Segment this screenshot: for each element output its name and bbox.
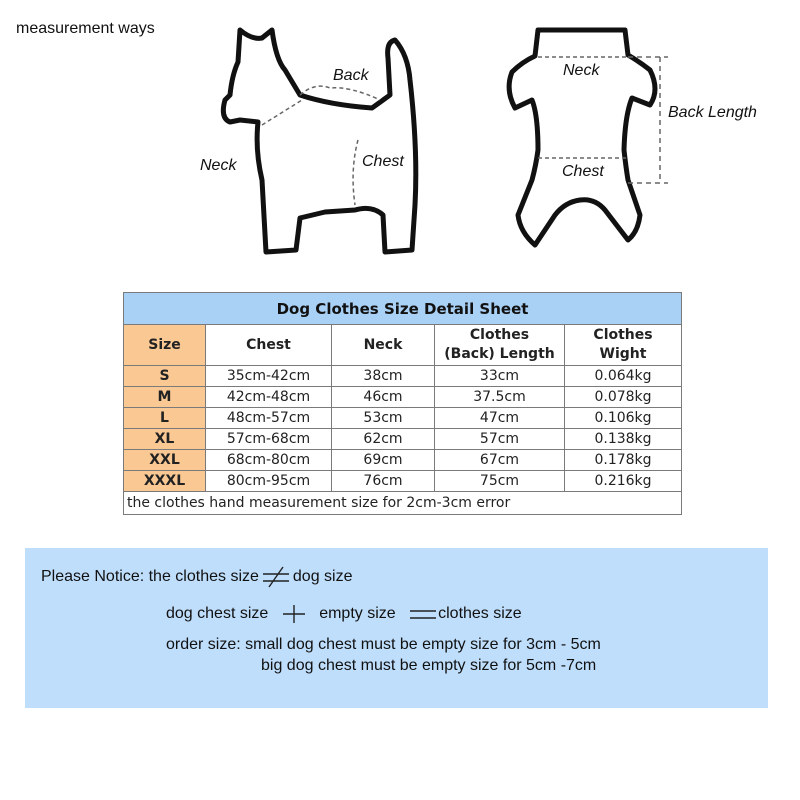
notice-line-1-start: Please Notice: the clothes size: [41, 568, 259, 586]
length-cell: 37.5cm: [435, 387, 565, 408]
length-cell: 57cm: [435, 429, 565, 450]
notice-line-1: [41, 566, 352, 588]
chest-cell: 48cm-57cm: [206, 408, 332, 429]
side-chest-label: Chest: [362, 153, 404, 170]
neck-cell: 69cm: [332, 450, 435, 471]
dog-side-illustration: [200, 30, 416, 252]
notice-line-1-end: dog size: [292, 568, 353, 586]
notice-line-2-end: clothes size: [438, 605, 522, 623]
chest-cell: 35cm-42cm: [206, 366, 332, 387]
notice-line-2-middle: empty size: [319, 605, 396, 623]
equals-icon: [408, 603, 438, 625]
length-cell: 67cm: [435, 450, 565, 471]
plus-icon: [279, 603, 309, 625]
table-row: [124, 408, 682, 429]
weight-cell: 0.106kg: [565, 408, 682, 429]
weight-cell: 0.216kg: [565, 471, 682, 492]
neck-cell: 76cm: [332, 471, 435, 492]
weight-cell: 0.078kg: [565, 387, 682, 408]
top-neck-label: Neck: [563, 62, 600, 79]
header-chest: Chest: [206, 325, 332, 366]
table-row: [124, 429, 682, 450]
neck-cell: 62cm: [332, 429, 435, 450]
neck-cell: 53cm: [332, 408, 435, 429]
header-length-line2: (Back) Length: [444, 346, 555, 362]
weight-cell: 0.178kg: [565, 450, 682, 471]
neck-cell: 38cm: [332, 366, 435, 387]
size-cell: S: [124, 366, 206, 387]
header-length-line1: Clothes: [469, 327, 530, 343]
not-equal-icon: [261, 566, 291, 588]
header-neck: Neck: [332, 325, 435, 366]
size-cell: XL: [124, 429, 206, 450]
header-length: [435, 325, 565, 366]
chest-cell: 42cm-48cm: [206, 387, 332, 408]
notice-line-3: order size: small dog chest must be empty size for 3cm - 5cm: [166, 636, 601, 653]
table-row: [124, 366, 682, 387]
neck-cell: 46cm: [332, 387, 435, 408]
length-cell: 33cm: [435, 366, 565, 387]
size-sheet: [123, 292, 682, 515]
page-heading: measurement ways: [16, 20, 155, 37]
notice-line-2: [166, 603, 522, 625]
side-neck-label: Neck: [200, 157, 237, 174]
table-row: [124, 387, 682, 408]
header-weight-line2: Wight: [599, 346, 647, 362]
side-back-label: Back: [333, 67, 369, 84]
header-size: Size: [124, 325, 206, 366]
size-cell: XXL: [124, 450, 206, 471]
length-cell: 47cm: [435, 408, 565, 429]
chest-cell: 57cm-68cm: [206, 429, 332, 450]
notice-box: [25, 548, 768, 708]
weight-cell: 0.064kg: [565, 366, 682, 387]
header-weight-line1: Clothes: [593, 327, 653, 343]
measurement-diagram: [0, 0, 800, 270]
header-weight: [565, 325, 682, 366]
notice-line-4: big dog chest must be empty size for 5cm -7cm: [261, 657, 597, 674]
size-cell: L: [124, 408, 206, 429]
chest-cell: 68cm-80cm: [206, 450, 332, 471]
dog-top-illustration: [509, 30, 757, 245]
table-row: [124, 471, 682, 492]
size-cell: XXXL: [124, 471, 206, 492]
notice-line-2-start: dog chest size: [166, 605, 269, 623]
size-cell: M: [124, 387, 206, 408]
length-cell: 75cm: [435, 471, 565, 492]
table-row: [124, 450, 682, 471]
weight-cell: 0.138kg: [565, 429, 682, 450]
chest-cell: 80cm-95cm: [206, 471, 332, 492]
top-chest-label: Chest: [562, 163, 604, 180]
back-length-label: Back Length: [668, 104, 757, 121]
sheet-title: Dog Clothes Size Detail Sheet: [124, 293, 682, 325]
measurement-footnote: the clothes hand measurement size for 2cm-3cm error: [124, 492, 682, 515]
